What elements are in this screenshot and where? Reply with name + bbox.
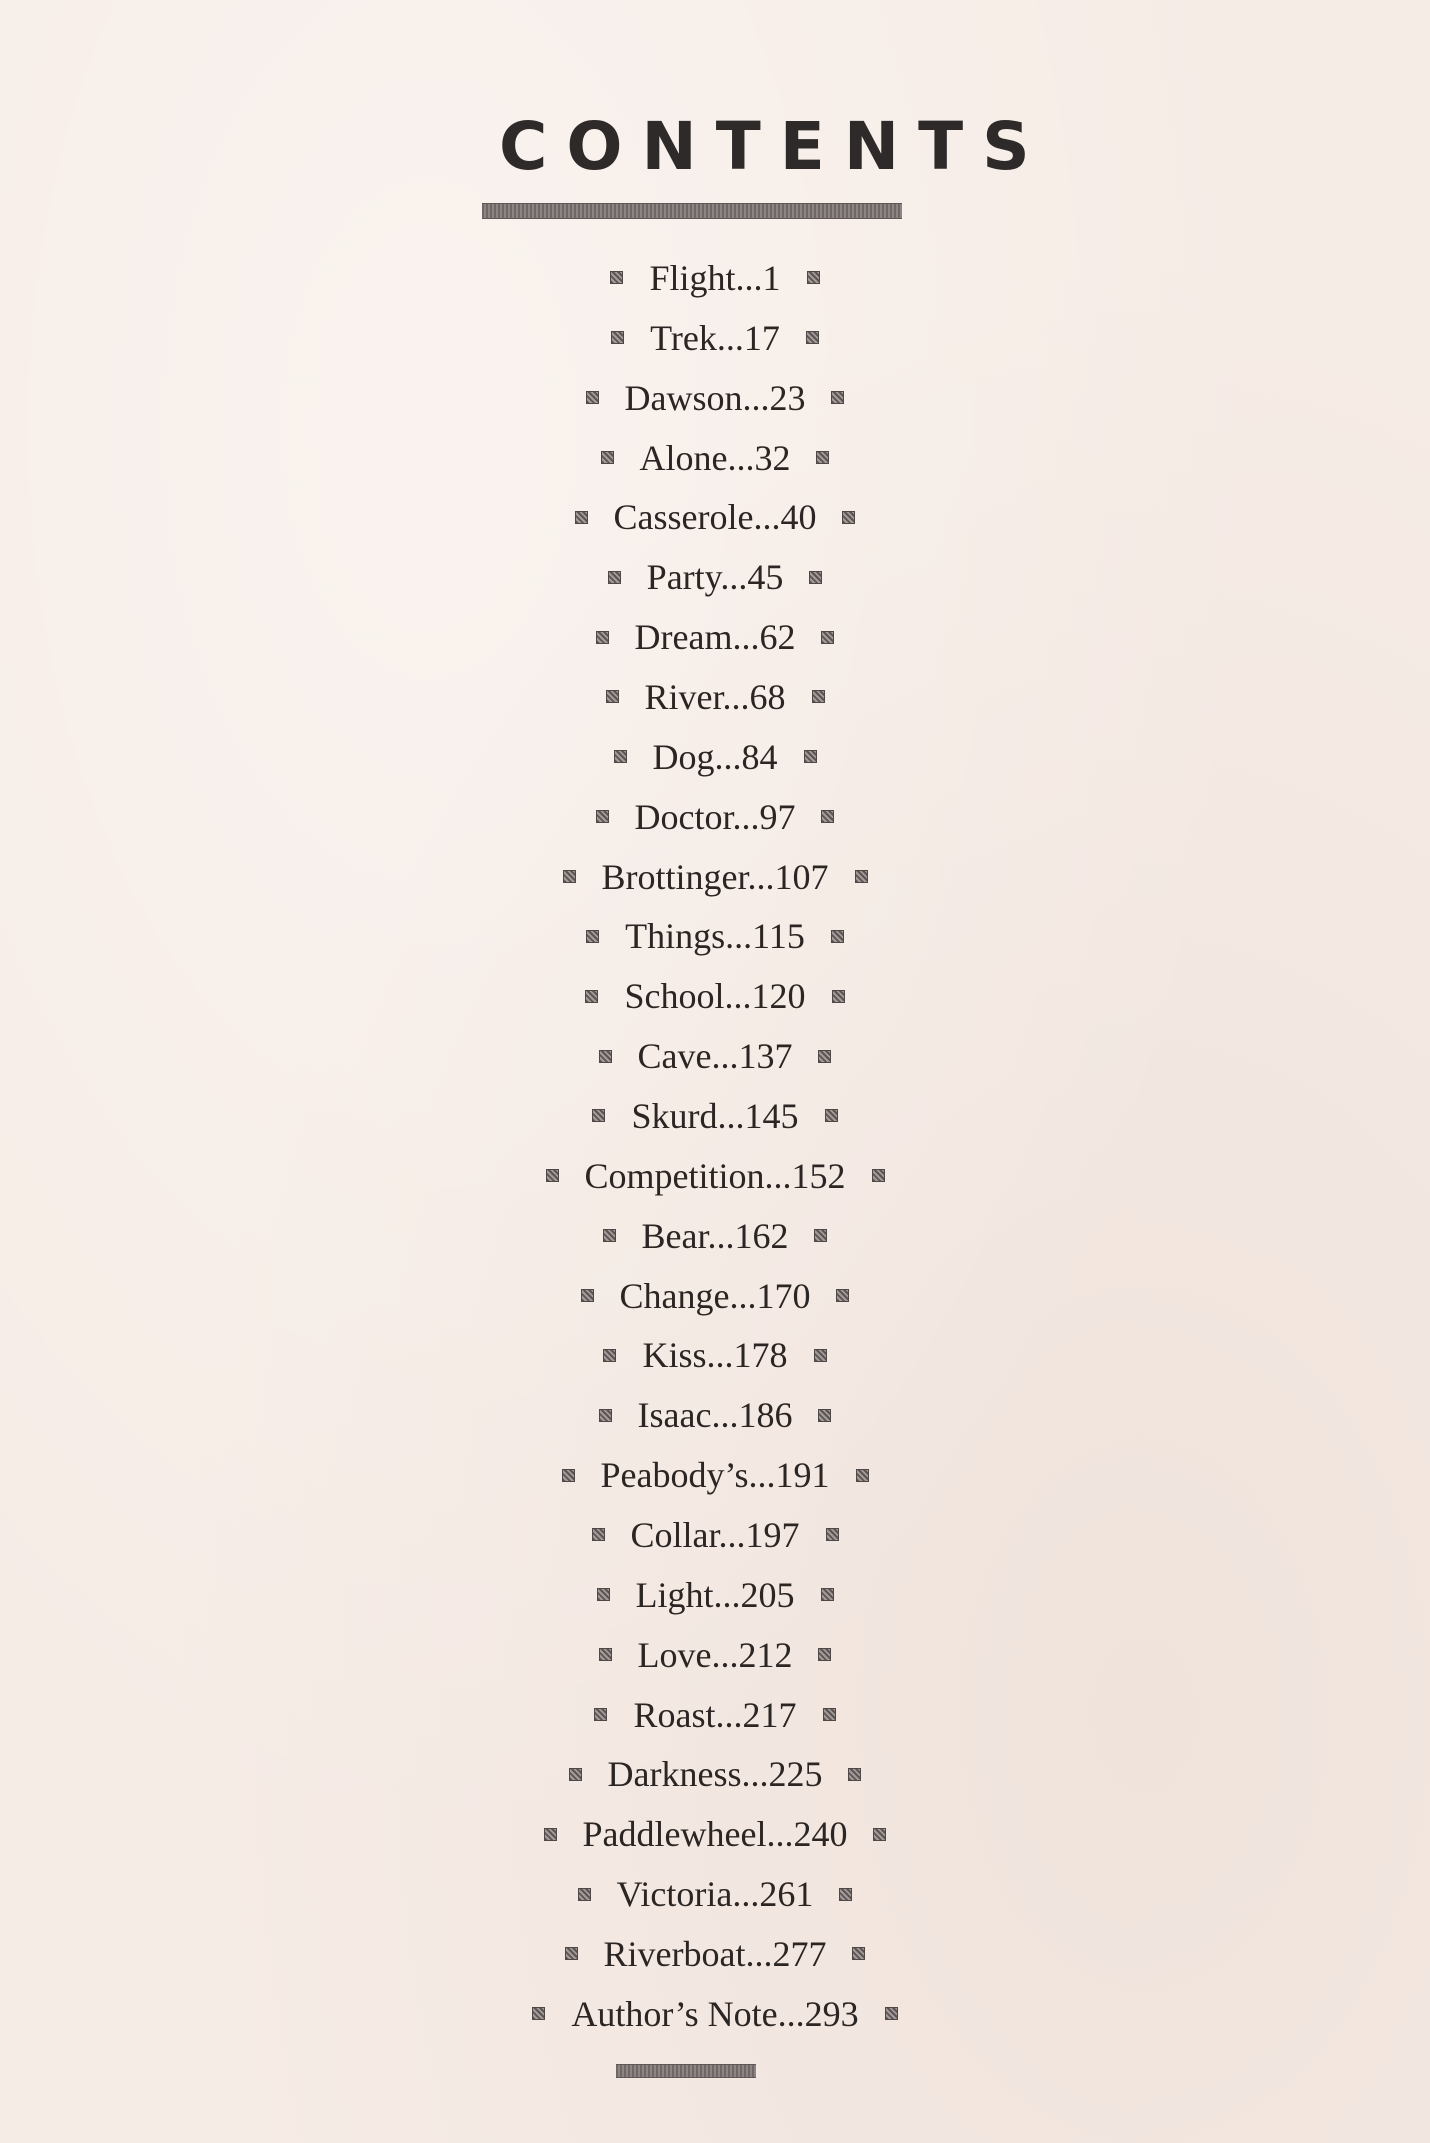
- page-number: 84: [741, 736, 778, 777]
- square-bullet-icon: [532, 2007, 545, 2020]
- chapter-title: Dream: [634, 617, 733, 658]
- page-number: 225: [768, 1754, 823, 1795]
- toc-entry: [0, 1984, 1430, 2044]
- page-number: 170: [756, 1275, 811, 1316]
- leader-dots: ...: [745, 1933, 773, 1974]
- square-bullet-icon: [596, 631, 609, 644]
- square-bullet-icon: [581, 1289, 594, 1302]
- page-number: 137: [738, 1036, 793, 1077]
- square-bullet-icon: [578, 1888, 591, 1901]
- chapter-title: Victoria: [616, 1874, 733, 1915]
- page-number: 277: [772, 1933, 827, 1974]
- leader-dots: ...: [714, 736, 742, 777]
- page-number: 162: [734, 1215, 789, 1256]
- leader-dots: ...: [748, 1455, 776, 1496]
- leader-dots: ...: [717, 1095, 745, 1136]
- square-bullet-icon: [814, 1229, 827, 1242]
- square-bullet-icon: [826, 1528, 839, 1541]
- square-bullet-icon: [821, 1588, 834, 1601]
- toc-entry-text: [608, 1753, 823, 1795]
- toc-entry-text: [636, 1574, 795, 1616]
- page-number: 261: [759, 1874, 814, 1915]
- page-number: 152: [791, 1155, 846, 1196]
- square-bullet-icon: [563, 870, 576, 883]
- chapter-title: Light: [635, 1574, 714, 1615]
- page-number: 62: [759, 617, 796, 658]
- leader-dots: ...: [718, 1514, 746, 1555]
- leader-dots: ...: [732, 796, 760, 837]
- square-bullet-icon: [856, 1469, 869, 1482]
- toc-entry-text: [601, 1454, 830, 1496]
- toc-entry-text: [625, 377, 806, 419]
- square-bullet-icon: [855, 870, 868, 883]
- leader-dots: ...: [724, 976, 752, 1017]
- square-bullet-icon: [606, 690, 619, 703]
- toc-entry-text: [602, 856, 829, 898]
- table-of-contents: [0, 248, 1430, 2044]
- chapter-title: Darkness: [607, 1754, 742, 1795]
- toc-entry-text: [653, 736, 778, 778]
- toc-entry-text: [635, 796, 796, 838]
- toc-entry: [0, 1565, 1430, 1625]
- page-number: 17: [743, 317, 780, 358]
- toc-entry-text: [585, 1155, 846, 1197]
- toc-entry: [0, 1146, 1430, 1206]
- toc-entry: [0, 428, 1430, 488]
- chapter-title: Cave: [637, 1036, 712, 1077]
- page-number: 45: [747, 557, 784, 598]
- toc-entry-text: [638, 1394, 793, 1436]
- leader-dots: ...: [715, 1694, 743, 1735]
- chapter-title: Isaac: [637, 1395, 712, 1436]
- chapter-title: Casserole: [613, 497, 754, 538]
- leader-dots: ...: [735, 257, 763, 298]
- chapter-title: Author’s Note: [571, 1993, 778, 2034]
- leader-dots: ...: [753, 497, 781, 538]
- page-number: 205: [740, 1574, 795, 1615]
- square-bullet-icon: [816, 451, 829, 464]
- toc-entry: [0, 547, 1430, 607]
- square-bullet-icon: [885, 2007, 898, 2020]
- square-bullet-icon: [872, 1169, 885, 1182]
- square-bullet-icon: [814, 1349, 827, 1362]
- square-bullet-icon: [585, 990, 598, 1003]
- square-bullet-icon: [821, 810, 834, 823]
- chapter-title: Change: [619, 1275, 730, 1316]
- leader-dots: ...: [764, 1155, 792, 1196]
- chapter-title: River: [644, 676, 723, 717]
- square-bullet-icon: [818, 1648, 831, 1661]
- toc-entry-text: [645, 676, 786, 718]
- square-bullet-icon: [812, 690, 825, 703]
- chapter-title: Collar: [630, 1514, 719, 1555]
- square-bullet-icon: [611, 331, 624, 344]
- page-number: 145: [744, 1095, 799, 1136]
- toc-entry-text: [635, 616, 796, 658]
- page-number: 40: [780, 497, 817, 538]
- square-bullet-icon: [597, 1588, 610, 1601]
- leader-dots: ...: [725, 916, 753, 957]
- toc-entry-text: [604, 1933, 827, 1975]
- toc-entry-text: [571, 1993, 858, 2035]
- toc-entry: [0, 368, 1430, 428]
- leader-dots: ...: [729, 1275, 757, 1316]
- square-bullet-icon: [565, 1947, 578, 1960]
- square-bullet-icon: [831, 930, 844, 943]
- chapter-title: Party: [646, 557, 721, 598]
- page-number: 23: [769, 377, 806, 418]
- chapter-title: Roast: [633, 1694, 716, 1735]
- toc-entry: [0, 308, 1430, 368]
- leader-dots: ...: [766, 1814, 794, 1855]
- chapter-title: Peabody’s: [600, 1455, 749, 1496]
- leader-dots: ...: [742, 377, 770, 418]
- toc-entry: [0, 248, 1430, 308]
- leader-dots: ...: [716, 317, 744, 358]
- page-number: 68: [749, 676, 786, 717]
- chapter-title: Competition: [584, 1155, 765, 1196]
- square-bullet-icon: [575, 511, 588, 524]
- leader-dots: ...: [711, 1634, 739, 1675]
- toc-entry: [0, 847, 1430, 907]
- toc-entry: [0, 787, 1430, 847]
- chapter-title: Skurd: [631, 1095, 718, 1136]
- page-number: 191: [775, 1455, 830, 1496]
- toc-entry-text: [650, 317, 780, 359]
- chapter-title: Dog: [652, 736, 715, 777]
- square-bullet-icon: [603, 1229, 616, 1242]
- chapter-title: Paddlewheel: [582, 1814, 767, 1855]
- page-number: 240: [793, 1814, 848, 1855]
- leader-dots: ...: [777, 1993, 805, 2034]
- toc-entry: [0, 1445, 1430, 1505]
- chapter-title: Love: [637, 1634, 712, 1675]
- chapter-title: School: [624, 976, 725, 1017]
- square-bullet-icon: [873, 1828, 886, 1841]
- toc-entry: [0, 727, 1430, 787]
- toc-entry: [0, 1266, 1430, 1326]
- toc-entry: [0, 667, 1430, 727]
- square-bullet-icon: [825, 1109, 838, 1122]
- toc-entry: [0, 1206, 1430, 1266]
- title-underline-rule: [482, 203, 902, 219]
- page-number: 120: [751, 976, 806, 1017]
- page-number: 178: [733, 1335, 788, 1376]
- square-bullet-icon: [592, 1528, 605, 1541]
- square-bullet-icon: [821, 631, 834, 644]
- page-title: CONTENTS: [499, 108, 1049, 185]
- toc-entry-text: [647, 556, 784, 598]
- leader-dots: ...: [713, 1574, 741, 1615]
- chapter-title: Dawson: [624, 377, 743, 418]
- toc-entry-text: [624, 975, 805, 1017]
- square-bullet-icon: [586, 391, 599, 404]
- page-number: 217: [742, 1694, 797, 1735]
- square-bullet-icon: [839, 1888, 852, 1901]
- chapter-title: Alone: [639, 437, 728, 478]
- square-bullet-icon: [601, 451, 614, 464]
- square-bullet-icon: [569, 1768, 582, 1781]
- toc-entry: [0, 966, 1430, 1026]
- square-bullet-icon: [614, 750, 627, 763]
- chapter-title: Brottinger: [601, 856, 748, 897]
- square-bullet-icon: [807, 271, 820, 284]
- toc-entry: [0, 1924, 1430, 1984]
- toc-entry: [0, 1385, 1430, 1445]
- square-bullet-icon: [610, 271, 623, 284]
- square-bullet-icon: [599, 1409, 612, 1422]
- toc-entry: [0, 1026, 1430, 1086]
- square-bullet-icon: [546, 1169, 559, 1182]
- leader-dots: ...: [720, 557, 748, 598]
- chapter-title: Bear: [641, 1215, 708, 1256]
- toc-entry: [0, 1864, 1430, 1924]
- square-bullet-icon: [848, 1768, 861, 1781]
- toc-entry: [0, 1086, 1430, 1146]
- square-bullet-icon: [852, 1947, 865, 1960]
- toc-entry-text: [638, 1634, 793, 1676]
- square-bullet-icon: [804, 750, 817, 763]
- square-bullet-icon: [831, 391, 844, 404]
- toc-entry-text: [583, 1813, 848, 1855]
- toc-entry: [0, 1804, 1430, 1864]
- leader-dots: ...: [711, 1395, 739, 1436]
- toc-entry: [0, 1744, 1430, 1804]
- leader-dots: ...: [706, 1335, 734, 1376]
- toc-entry: [0, 906, 1430, 966]
- square-bullet-icon: [818, 1409, 831, 1422]
- square-bullet-icon: [562, 1469, 575, 1482]
- toc-entry-text: [649, 257, 780, 299]
- square-bullet-icon: [806, 331, 819, 344]
- leader-dots: ...: [732, 1874, 760, 1915]
- leader-dots: ...: [711, 1036, 739, 1077]
- leader-dots: ...: [732, 617, 760, 658]
- square-bullet-icon: [836, 1289, 849, 1302]
- toc-entry-text: [638, 1035, 793, 1077]
- square-bullet-icon: [832, 990, 845, 1003]
- toc-entry-text: [614, 496, 817, 538]
- page-number: 1: [762, 257, 781, 298]
- square-bullet-icon: [608, 571, 621, 584]
- toc-entry-text: [625, 915, 805, 957]
- toc-entry: [0, 487, 1430, 547]
- square-bullet-icon: [603, 1349, 616, 1362]
- page-number: 197: [745, 1514, 800, 1555]
- leader-dots: ...: [747, 856, 775, 897]
- bottom-ornament-rule: [616, 2064, 756, 2078]
- toc-entry-text: [633, 1694, 796, 1736]
- page-number: 212: [738, 1634, 793, 1675]
- page-number: 107: [774, 856, 829, 897]
- toc-entry-text: [642, 1334, 787, 1376]
- page-number: 115: [752, 916, 805, 957]
- chapter-title: Riverboat: [603, 1933, 746, 1974]
- leader-dots: ...: [741, 1754, 769, 1795]
- toc-entry-text: [631, 1514, 800, 1556]
- chapter-title: Flight: [649, 257, 736, 298]
- page-number: 293: [804, 1993, 859, 2034]
- square-bullet-icon: [586, 930, 599, 943]
- toc-entry: [0, 1625, 1430, 1685]
- chapter-title: Kiss: [642, 1335, 707, 1376]
- page-number: 32: [754, 437, 791, 478]
- toc-entry: [0, 607, 1430, 667]
- chapter-title: Things: [625, 916, 726, 957]
- square-bullet-icon: [592, 1109, 605, 1122]
- chapter-title: Trek: [650, 317, 717, 358]
- page-number: 97: [759, 796, 796, 837]
- leader-dots: ...: [727, 437, 755, 478]
- toc-entry-text: [631, 1095, 798, 1137]
- square-bullet-icon: [809, 571, 822, 584]
- square-bullet-icon: [818, 1050, 831, 1063]
- leader-dots: ...: [707, 1215, 735, 1256]
- square-bullet-icon: [599, 1648, 612, 1661]
- toc-entry: [0, 1685, 1430, 1745]
- square-bullet-icon: [596, 810, 609, 823]
- toc-entry-text: [617, 1873, 814, 1915]
- square-bullet-icon: [599, 1050, 612, 1063]
- square-bullet-icon: [544, 1828, 557, 1841]
- square-bullet-icon: [823, 1708, 836, 1721]
- toc-entry: [0, 1325, 1430, 1385]
- toc-entry-text: [640, 437, 791, 479]
- toc-entry-text: [620, 1275, 811, 1317]
- chapter-title: Doctor: [634, 796, 733, 837]
- page-number: 186: [738, 1395, 793, 1436]
- toc-entry-text: [642, 1215, 789, 1257]
- toc-entry: [0, 1505, 1430, 1565]
- square-bullet-icon: [842, 511, 855, 524]
- square-bullet-icon: [594, 1708, 607, 1721]
- leader-dots: ...: [722, 676, 750, 717]
